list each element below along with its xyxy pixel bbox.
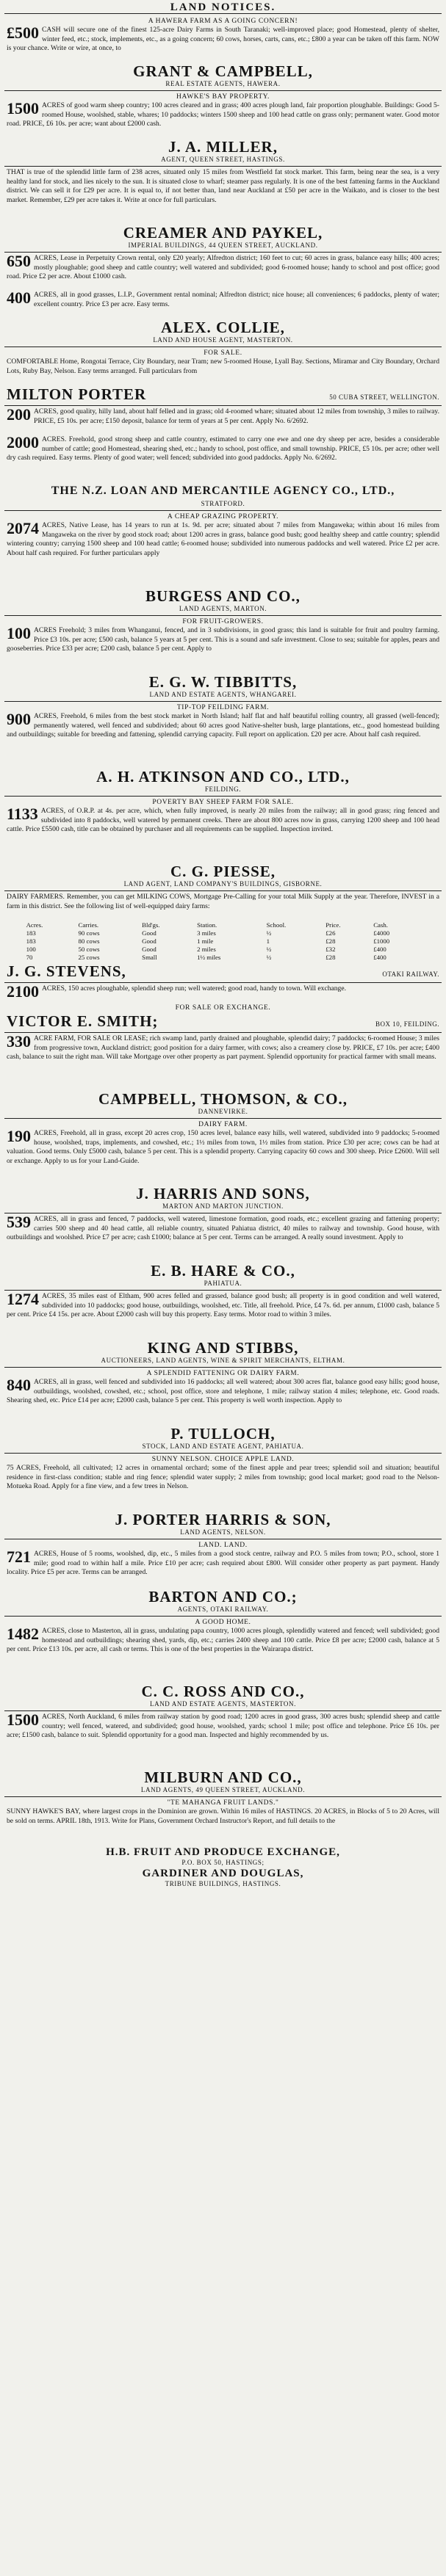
ad-text	[7, 1464, 439, 1511]
column-header: Acres.	[26, 921, 43, 929]
ad-text	[7, 435, 439, 482]
ad-firm: BARTON AND CO.;	[148, 1588, 298, 1606]
table-cell: 100	[26, 946, 36, 953]
ad-description: SUNNY HAWKE'S BAY, where largest crops in the Dominion are grown. Within 16 miles of HASTINGS. 20 ACRES, in Blocks of 5 to 20 Acres, will be sold on terms. APRIL 18th, 1913. Write for Plans, Government Orchard Instructor's Report, and full details to the	[7, 1807, 439, 1825]
ad-address: LAND AGENTS, MARTON.	[179, 605, 267, 612]
ad-description: ACRES, all in grass, well fenced and subdivided into 16 paddocks; all well watered; about 300 acres flat, balance good easy hills; good house, outbuildings, woolshed, cowshed, etc.; school, post office, store and telephone, 1 mile; railway station 4 miles; telephone, etc. Good roads. Shearing shed, etc. Price £14 per acre; £2000 cash, balance 5 per cent. This property is well worth inspection. Apply to	[7, 1378, 439, 1405]
table-cell: 1½ miles	[197, 954, 221, 961]
ad-amount: 400	[7, 291, 31, 307]
table-cell: 183	[26, 929, 36, 937]
ad-text	[7, 626, 439, 673]
ad-firm: CREAMER AND PAYKEL,	[123, 224, 323, 242]
ad-text	[7, 984, 439, 1004]
ad-amount: 840	[7, 1378, 31, 1394]
ad-text	[7, 1034, 439, 1090]
ad-address: IMPERIAL BUILDINGS, 44 QUEEN STREET, AUCKLAND.	[128, 242, 318, 249]
ad-amount: 1482	[7, 1627, 39, 1643]
ad-address: LAND AND ESTATE AGENTS, MASTERTON.	[150, 1700, 296, 1708]
ad-description: CASH will secure one of the finest 125-acre Dairy Farms in South Taranaki; well-improved place; good Homestead, plenty of shelter, winter feed, etc.; stock, implements, etc., as a going concern; 60 cows, horses, carts, cans, etc.; £800 a year can be taken off this farm. NOW is your chance. Write or wire, at once, to	[7, 26, 439, 53]
table-cell: £400	[373, 946, 386, 953]
ad-description: ACRES. Freehold, good strong sheep and cattle country, estimated to carry one ewe and one dry sheep per acre, besides a considerable number of cattle; good Homestead, shearing shed, etc.; handy to school, post office, and small township. PRICE, £5 10s. per acre; other well dry cash required. Easy terms. Plenty of good water; well fenced; subdivided into good paddocks. Apply No. 6/2692.	[7, 435, 439, 462]
ad-firm: CAMPBELL, THOMSON, & CO.,	[98, 1090, 348, 1108]
ad-heading: A SPLENDID FATTENING OR DAIRY FARM.	[146, 1370, 300, 1377]
ad-westfield-farm	[4, 167, 442, 253]
table-cell: 50 cows	[78, 946, 100, 953]
ad-firm: GRANT & CAMPBELL,	[133, 62, 313, 80]
ad-description: ACRE FARM, FOR SALE OR LEASE; rich swamp land, partly drained and ploughable, splendid dairy; 7 paddocks; 6-roomed House; 3 miles from progressive town, Auckland district; good position for a dairy farmer, with cows; also a creamery close by. PRICE, £7 10s. per acre; £400 cash, balance to suit the right man. Will take Mortgage over other property as part payment. Splendid opportunity for practical farmer with small means.	[7, 1034, 439, 1062]
ad-description: ACRES, House of 5 rooms, woolshed, dip, etc., 5 miles from a good stock centre, railway and P.O. 5 miles from town; P.O., school, store 1 mile; good road to within half a mile. Price £10 per acre; cash required about £800. Will consider other property as part payment. Handy locality. Price £5 per acre. Terms can be arranged.	[7, 1550, 439, 1577]
ad-text	[7, 521, 439, 587]
ad-description: ACRES, 150 acres ploughable, splendid sheep run; well watered; good road, handy to town. Will exchange.	[42, 984, 347, 993]
ad-address: DANNEVIRKE.	[198, 1108, 248, 1115]
ad-amount: 1133	[7, 807, 38, 823]
ad-firm: KING AND STIBBS,	[147, 1339, 299, 1357]
ad-amount: 539	[7, 1215, 31, 1231]
ad-amount: 1500	[7, 1713, 39, 1729]
ad-text	[7, 254, 439, 291]
ad-amount: £500	[7, 26, 39, 42]
ad-text	[7, 168, 439, 224]
ad-description: ACRES, Freehold, 6 miles from the best stock market in North Island; half flat and half beautiful rolling country, all grassed (well-fenced); permanently watered, well fenced and subdivided; about 60 acres good Native-shelter bush, large plantations, etc., good homestead building and outbuildings; suitable for breeding and fattening, splendid carrying capacity. Full report on application. £20 per acre. About half cash required.	[7, 712, 439, 739]
table-cell: 3 miles	[197, 929, 216, 937]
ad-heading: "TE MAHANGA FRUIT LANDS."	[167, 1799, 279, 1807]
ad-text	[7, 1627, 439, 1683]
table-cell: 70	[26, 954, 33, 961]
ad-firm: THE N.Z. LOAN AND MERCANTILE AGENCY CO., LTD.,	[51, 485, 395, 497]
table-cell: 1	[266, 937, 270, 945]
ad-firm: J. G. STEVENS,	[7, 962, 126, 980]
ad-text	[7, 1807, 439, 1846]
ad-description: ACRES, all in grass and fenced, 7 paddocks, well watered, limestone formation, good roads, etc.; excellent grazing and fattening property; carries 500 sheep and 40 head cattle, all reliable country, situated Pahiatua district, 40 miles to railway and township. Good house, with outbuildings and woolshed. Price £7 per acre; cash £1000; balance at 5 per cent. Terms can be arranged. A really sound investment. Apply to	[7, 1215, 439, 1242]
column-header: Cash.	[373, 921, 388, 929]
ad-text	[7, 26, 439, 62]
ad-address: TRIBUNE BUILDINGS, HASTINGS.	[165, 1880, 281, 1887]
ad-amount: 100	[7, 626, 31, 642]
ad-description: THAT is true of the splendid little farm of 238 acres, situated only 15 miles from Westfield fat stock market. This farm, being near the sea, is a very healthy land for stock, and lies nicely to the sun. It is situated close to wharf; steamer pass regularly. It is one of the best fattening farms in the Auckland district. We can sell it for £29 per acre. It is equal to, if not better than, land near Auckland at £50 per acre in the Waikato, and is closer to the best market. Remember, £29 per acre takes it. Write at once for full particulars.	[7, 168, 439, 204]
ad-alfredton	[4, 253, 442, 347]
ad-address: P.O. BOX 50, HASTINGS;	[181, 1859, 265, 1866]
ad-heading: FOR FRUIT-GROWERS.	[182, 618, 264, 625]
ad-firm: C. G. PIESSE,	[170, 863, 276, 880]
ad-description: ACRES, 35 miles east of Eltham, 900 acres felled and grassed, balance good bush; all property is in good condition and well watered, subdivided into 10 paddocks; good house, outbuildings, woolshed, etc. Title, all freehold. Price, £4 7s. 6d. per annum, £1000 cash, balance 5 per cent. Price £4 15s. per acre. About £2000 cash will buy this property. Easy terms. Motor road to within 3 miles.	[7, 1292, 439, 1319]
ad-firm: MILBURN AND CO.,	[144, 1768, 302, 1786]
ad-rongotai	[4, 347, 442, 406]
table-cell: ½	[266, 929, 272, 937]
ad-firm: C. C. ROSS AND CO.,	[141, 1683, 305, 1700]
column-header: Bld'gs.	[142, 921, 160, 929]
ad-good-home	[4, 1617, 442, 1711]
ad-address: AUCTIONEERS, LAND AGENTS, WINE & SPIRIT MERCHANTS, ELTHAM.	[101, 1357, 345, 1364]
ad-firm: BURGESS AND CO.,	[145, 587, 301, 605]
table-cell: 2 miles	[197, 946, 216, 953]
ad-firm: MILTON PORTER	[7, 385, 147, 403]
table-cell: £4000	[373, 929, 390, 937]
table-cell: 80 cows	[78, 937, 100, 945]
ad-text	[7, 1129, 439, 1185]
ad-address: STRATFORD.	[201, 500, 245, 507]
table-row	[24, 946, 422, 954]
ad-address: LAND AND HOUSE AGENT, MASTERTON.	[153, 336, 293, 344]
ad-firm: E. B. HARE & CO.,	[151, 1262, 295, 1280]
ad-heading: TIP-TOP FEILDING FARM.	[176, 704, 270, 711]
ad-amount: 1274	[7, 1292, 39, 1308]
ad-description: ACRES, Lease in Perpetuity Crown rental, only £20 yearly; Alfredton district; 160 feet to cut; 60 acres in grass, balance easy hills; 400 acres; mostly ploughable; good sheep and cattle country; well watered and subdivided; good 6-roomed house; handy to school and post office; good road. Price £2 per acre. About £1000 cash.	[7, 254, 439, 281]
ad-address: LAND AGENTS, NELSON.	[180, 1528, 266, 1536]
ad-heading: FOR SALE OR EXCHANGE.	[175, 1004, 271, 1012]
ad-amount: 2100	[7, 984, 39, 1001]
ad-address: PAHIATUA.	[204, 1280, 242, 1287]
ad-text	[7, 358, 439, 385]
table-cell: £26	[325, 929, 336, 937]
ad-firm: H.B. FRUIT AND PRODUCE EXCHANGE,	[106, 1846, 340, 1858]
ad-amount: 2074	[7, 521, 39, 537]
ad-heading: A GOOD HOME.	[195, 1619, 251, 1626]
table-row	[24, 929, 422, 937]
ad-text	[7, 1713, 439, 1768]
ad-address: AGENT, QUEEN STREET, HASTINGS.	[161, 156, 285, 163]
ad-heading: A HAWERA FARM AS A GOING CONCERN!	[148, 18, 298, 25]
table-cell: Good	[142, 937, 157, 945]
page-title: LAND NOTICES.	[4, 1, 442, 14]
ad-text	[7, 1215, 439, 1262]
ad-heading: DAIRY FARM.	[198, 1121, 248, 1128]
ad-eltham	[4, 1291, 442, 1368]
table-row	[24, 937, 422, 946]
column-header: School.	[266, 921, 287, 929]
table-cell: ½	[266, 954, 272, 961]
table-cell: £32	[325, 946, 336, 953]
ad-heading: LAND. LAND.	[198, 1542, 248, 1549]
ad-amount: 2000	[7, 435, 39, 451]
ad-land	[4, 1539, 442, 1617]
ad-heading: POVERTY BAY SHEEP FARM FOR SALE.	[152, 799, 294, 806]
ad-address: 50 CUBA STREET, WELLINGTON.	[329, 393, 439, 401]
table-cell: £28	[325, 954, 336, 961]
ad-te-mahanga	[4, 1797, 442, 1890]
ad-hawkes-bay	[4, 91, 442, 167]
ad-address: OTAKI RAILWAY.	[382, 970, 439, 978]
ad-heading: HAWKE'S BAY PROPERTY.	[176, 93, 270, 101]
ad-description: ACRES, all in good grasses, L.I.P., Government rental nominal; Alfredton district; nice house; all conveniences; 6 paddocks, plenty of water; excellent country. Price £3 per acre. Easy terms.	[34, 291, 439, 308]
ad-text	[7, 807, 439, 863]
ad-address: STOCK, LAND AND ESTATE AGENT, PAHIATUA.	[142, 1443, 304, 1450]
ad-nz-loan	[4, 406, 442, 511]
table-cell: 90 cows	[78, 929, 100, 937]
table-cell: £28	[325, 937, 336, 945]
ad-feilding-farm	[4, 702, 442, 797]
table-cell: 25 cows	[78, 954, 100, 961]
ad-dairy-farmers	[4, 891, 442, 983]
table-cell: Good	[142, 946, 157, 953]
ad-amount: 900	[7, 712, 31, 728]
table-cell: ½	[266, 946, 272, 953]
ad-fattening-farm	[4, 1368, 442, 1454]
table-cell: £400	[373, 954, 386, 961]
table-cell: £1000	[373, 937, 390, 945]
ad-north-auckland	[4, 1711, 442, 1797]
ad-text	[7, 1378, 439, 1425]
ad-pahiatua-grazing	[4, 1213, 442, 1291]
ad-text	[7, 893, 439, 921]
ad-amount: 200	[7, 407, 31, 424]
ad-amount: 721	[7, 1550, 31, 1566]
ad-firm: ALEX. COLLIE,	[161, 319, 285, 336]
ad-grazing-property	[4, 511, 442, 616]
ad-text	[7, 712, 439, 768]
ad-amount: 190	[7, 1129, 31, 1145]
column-header: Station.	[197, 921, 217, 929]
ad-description: COMFORTABLE Home, Rongotai Terrace, City Boundary, near Tram; new 5-roomed House, Lyall Bay. Sections, Miramar and City Boundary, Orchard Lots, Ruby Bay, Nelson. Easy terms arranged. Full particulars from	[7, 358, 439, 375]
column-header: Carries.	[78, 921, 99, 929]
ad-text	[7, 291, 439, 319]
ad-address: LAND AGENT, LAND COMPANY'S BUILDINGS, GISBORNE.	[123, 880, 323, 888]
ad-description: ACRES, of O.R.P. at 4s. per acre, which, when fully improved, is nearly 20 miles from the railway; all in good grass; ring fenced and subdivided into 8 paddocks, well watered by permanent creeks. There are about 800 acres now in grass, carrying 1200 sheep and 100 head cattle. Price £5500 cash, title can be obtained by purchaser and all requirements can be supplied. Inspection invited.	[7, 807, 439, 834]
ad-address: REAL ESTATE AGENTS, HAWERA.	[165, 80, 281, 87]
ad-amount: 330	[7, 1034, 31, 1051]
table-cell: Small	[142, 954, 157, 961]
ad-text	[7, 1292, 439, 1339]
table-header-row	[24, 921, 422, 929]
ad-address: LAND AND ESTATE AGENTS, WHANGAREI.	[149, 691, 297, 698]
ad-firm: A. H. ATKINSON AND CO., LTD.,	[96, 768, 350, 786]
ad-address: BOX 10, FEILDING.	[375, 1020, 439, 1028]
ad-firm: E. G. W. TIBBITTS,	[148, 673, 298, 691]
ad-victor-smith	[4, 983, 442, 1033]
ad-heading: SUNNY NELSON. CHOICE APPLE LAND.	[151, 1456, 295, 1463]
ad-text	[7, 407, 439, 435]
ad-description: ACRES, Freehold, all in grass, except 20 acres crop, 150 acres level, balance easy hills, well watered, subdivided into 9 paddocks; 5-roomed house, woolshed, traps, implements, and cowshed, etc.; 1½ miles from town, 1½ miles from station. Price £30 per acre; cows can be had at valuation. Good terms. Only £5000 cash, balance 5 per cent. This is a splendid property. Carrying capacity 60 cows and 300 sheep. Price £2600. Will sell or exchange. Apply to us for your Land-Guide.	[7, 1129, 439, 1165]
ad-address: AGENTS, OTAKI RAILWAY.	[177, 1606, 269, 1613]
ad-firm: J. PORTER HARRIS & SON,	[115, 1511, 331, 1528]
ad-firm: P. TULLOCH,	[170, 1425, 276, 1443]
ad-hawera-farm	[4, 15, 442, 91]
ad-text	[7, 1550, 439, 1588]
table-cell: Good	[142, 929, 157, 937]
farm-list-table	[24, 921, 422, 962]
newspaper-page	[4, 0, 442, 1890]
ad-address: MARTON AND MARTON JUNCTION.	[162, 1202, 284, 1210]
ad-description: ACRES, close to Masterton, all in grass, undulating papa country, 1000 acres plough, splendidly watered and fenced; well subdivided; good homestead and outbuildings; shearing shed, yards, dip, etc.; carries 2400 sheep and 100 cattle. Price £8 per acre; £2000 cash, balance at 5 per cent. Price £13 10s. per acre, all cash or terms. This is one of the best properties in the Wairarapa district.	[7, 1627, 439, 1654]
ad-poverty-bay	[4, 797, 442, 891]
table-cell: 1 mile	[197, 937, 214, 945]
table-row	[24, 954, 422, 962]
table-cell: 183	[26, 937, 36, 945]
ad-address: LAND AGENTS, 49 QUEEN STREET, AUCKLAND.	[140, 1786, 306, 1793]
ad-description: DAIRY FARMERS. Remember, you can get MILKING COWS, Mortgage Pre-Calling for your total Milk Supply at the year. Therefore, INVEST in a farm in this district. See the following list of well-equipped dairy farms:	[7, 893, 439, 910]
ad-nelson-apple-land	[4, 1454, 442, 1539]
ad-description: ACRES of good warm sheep country; 100 acres cleared and in grass; 400 acres plough land, fair proportion ploughable. Buildings: Good 5-roomed House, woolshed, stable, whares; 10 paddocks; winters 1500 sheep and 100 head cattle on grass only; permanent water. Good motor road. PRICE, £6 10s. per acre; want about £2000 cash.	[7, 101, 439, 128]
ad-amount: 1500	[7, 101, 39, 117]
ad-firm: J. HARRIS AND SONS,	[136, 1185, 310, 1202]
ad-amount: 650	[7, 254, 31, 270]
ad-dairy-farm	[4, 1119, 442, 1213]
ad-description: 75 ACRES, Freehold, all cultivated; 12 acres in ornamental orchard; some of the finest apple and pear trees; splendid soil and situation; beautiful residence in first-class condition; stable and ring fence; splendid water supply; 2 miles from township; good local market; good road to the Nelson-Motueka Road. Apply for a fine view, and a few trees in Nelson.	[7, 1464, 439, 1491]
ad-description: ACRES, good quality, hilly land, about half felled and in grass; old 4-roomed whare; situated about 12 miles from township, 3 miles to railway. PRICE, £5 10s. per acre; £150 deposit, balance for term of years at 5 per cent. Apply No. 6/2692.	[34, 407, 439, 425]
ad-description: ACRES Freehold; 3 miles from Whanganui, fenced, and in 3 subdivisions, in good grass; this land is suitable for fruit and poultry farming. Price £3 10s. per acre; £500 cash, balance 5 years at 5 per cent. This is a sound and safe investment. Close to sea; suitable for apples, pears and gooseberries. Price £33 per acre; £200 cash, balance 5 per cent. Apply to	[7, 626, 439, 653]
column-header: Price.	[325, 921, 341, 929]
ad-firm: VICTOR E. SMITH;	[7, 1012, 159, 1030]
ad-firm: J. A. MILLER,	[168, 138, 278, 156]
ad-swamp-farm	[4, 1033, 442, 1119]
ad-firm: GARDINER AND DOUGLAS,	[142, 1868, 304, 1879]
ad-description: ACRES, North Auckland, 6 miles from railway station by good road; 1200 acres in good grass, 300 acres bush; splendid sheep and cattle country; well fenced, watered, and subdivided; good house, woolshed, yards; school 1 mile; post office and telephone. Price £6 10s. per acre; £1500 cash, balance to suit. Splendid opportunity for a good man. Inspected and highly recommended by us.	[7, 1713, 439, 1740]
ad-description: ACRES, Native Lease, has 14 years to run at 1s. 9d. per acre; situated about 7 miles from Mangaweka; within about 16 miles from Mangaweka on the river by good stock road; about 1200 acres in grass, balance good bush; good healthy sheep and cattle country; splendid wintering country; carrying 1500 sheep and 100 head cattle; 6-roomed house; subdivided into numerous paddocks and well watered. Price £2 per acre. About half cash required. For further particulars apply	[7, 521, 439, 557]
ad-heading: A CHEAP GRAZING PROPERTY.	[167, 513, 279, 520]
ad-heading: FOR SALE.	[204, 349, 242, 357]
ad-address: FEILDING.	[204, 786, 242, 793]
ad-fruit-growers	[4, 616, 442, 702]
ad-text	[7, 101, 439, 138]
